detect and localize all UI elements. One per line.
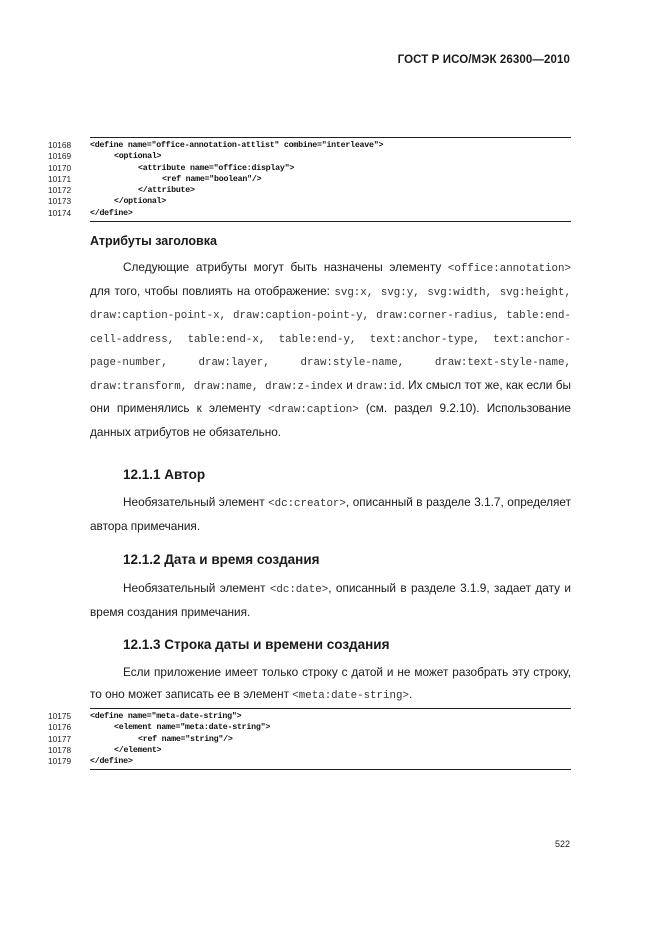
code-line xyxy=(48,173,571,185)
paragraph-text: и xyxy=(342,377,357,392)
paragraph-text: для того, чтобы повлиять на отображение: xyxy=(90,283,335,298)
code-text: <ref name="boolean"/> xyxy=(162,174,262,184)
page-number: 522 xyxy=(554,839,570,849)
code-line xyxy=(48,756,571,767)
code-line xyxy=(48,162,571,174)
line-number: 10171 xyxy=(48,173,72,184)
document-header: ГОСТ Р ИСО/МЭК 26300—2010 xyxy=(397,54,570,66)
attribute-list-code: svg:x, svg:y, svg:width, svg:height, draw:caption-point-x, draw:caption-point-y, draw:corner-radius, table:end-cell-address, table:end-x, table:end-y, text:anchor-type, text:anchor-page-number, draw:layer, draw:style-name, draw:text-style-name, draw:transform, draw:name, draw:z-index xyxy=(90,286,571,393)
code-text: </element> xyxy=(114,745,162,755)
line-number: 10174 xyxy=(48,207,72,218)
line-number: 10168 xyxy=(48,140,72,150)
line-number: 10175 xyxy=(48,711,72,721)
element-code: <office:annotation> xyxy=(447,263,571,275)
paragraph-12-1-2 xyxy=(90,578,571,623)
line-number: 10172 xyxy=(48,185,72,196)
element-code: <dc:creator> xyxy=(268,498,346,510)
section-title-header-attributes: Атрибуты заголовка xyxy=(90,234,217,248)
attribute-code: draw:id xyxy=(356,380,402,393)
line-number: 10176 xyxy=(48,722,72,733)
paragraph-text: Если приложение имеет только строку с датой и не может разобрать эту строку, то оно может записать ее в элемент xyxy=(90,665,571,701)
code-block-office-annotation-attlist xyxy=(48,137,571,222)
line-number: 10170 xyxy=(48,162,72,173)
code-text: <ref name="string"/> xyxy=(138,734,233,744)
paragraph-text: . xyxy=(408,686,413,701)
paragraph-text: , описанный в разделе 3.1.9, задает дату и время создания примечания. xyxy=(90,581,571,619)
paragraph-text: Необязательный элемент xyxy=(123,495,269,509)
element-code: <meta:date-string> xyxy=(292,689,409,702)
code-text: </define> xyxy=(90,208,133,218)
code-text: </optional> xyxy=(114,197,167,207)
paragraph-12-1-3 xyxy=(90,662,571,707)
paragraph-text: , описанный в разделе 3.1.7, определяет автора примечания. xyxy=(90,495,571,533)
code-text: <define name="office-annotation-attlist" combine="interleave"> xyxy=(90,141,384,150)
code-text: <optional> xyxy=(114,152,162,162)
section-title-12-1-1: 12.1.1 Автор xyxy=(123,467,206,482)
code-lines xyxy=(48,140,571,219)
element-code: <draw:caption> xyxy=(267,404,359,416)
code-text: </attribute> xyxy=(138,186,195,196)
code-line xyxy=(48,711,571,722)
line-number: 10178 xyxy=(48,744,72,755)
code-line xyxy=(48,722,571,733)
code-line xyxy=(48,140,571,151)
paragraph-text: . Их смысл тот же, как если бы они применялись к элементу xyxy=(90,377,571,415)
code-line xyxy=(48,744,571,756)
paragraph-header-attributes xyxy=(90,257,571,443)
element-code: <dc:date> xyxy=(269,584,329,596)
code-line xyxy=(48,185,571,196)
section-title-12-1-2: 12.1.2 Дата и время создания xyxy=(123,552,320,567)
paragraph-text: (см. раздел 9.2.10). Использование данных атрибутов не обязательно. xyxy=(90,401,571,439)
code-text: <attribute name="office:display"> xyxy=(138,163,295,173)
code-text: </define> xyxy=(90,757,133,767)
line-number: 10179 xyxy=(48,756,72,767)
paragraph-text: Необязательный элемент xyxy=(123,581,270,595)
code-line xyxy=(48,207,571,219)
code-block-meta-date-string xyxy=(48,708,571,770)
section-title-12-1-3: 12.1.3 Строка даты и времени создания xyxy=(123,637,390,652)
code-line xyxy=(48,151,571,162)
line-number: 10173 xyxy=(48,196,72,207)
code-text: <element name="meta:date-string"> xyxy=(114,723,271,733)
code-lines xyxy=(48,711,571,767)
code-line xyxy=(48,196,571,207)
code-line xyxy=(48,733,571,745)
line-number: 10169 xyxy=(48,151,72,162)
paragraph-text: Следующие атрибуты могут быть назначены элементу xyxy=(123,260,448,274)
line-number: 10177 xyxy=(48,733,72,744)
paragraph-12-1-1 xyxy=(90,492,571,537)
code-text: <define name="meta-date-string"> xyxy=(90,712,242,721)
